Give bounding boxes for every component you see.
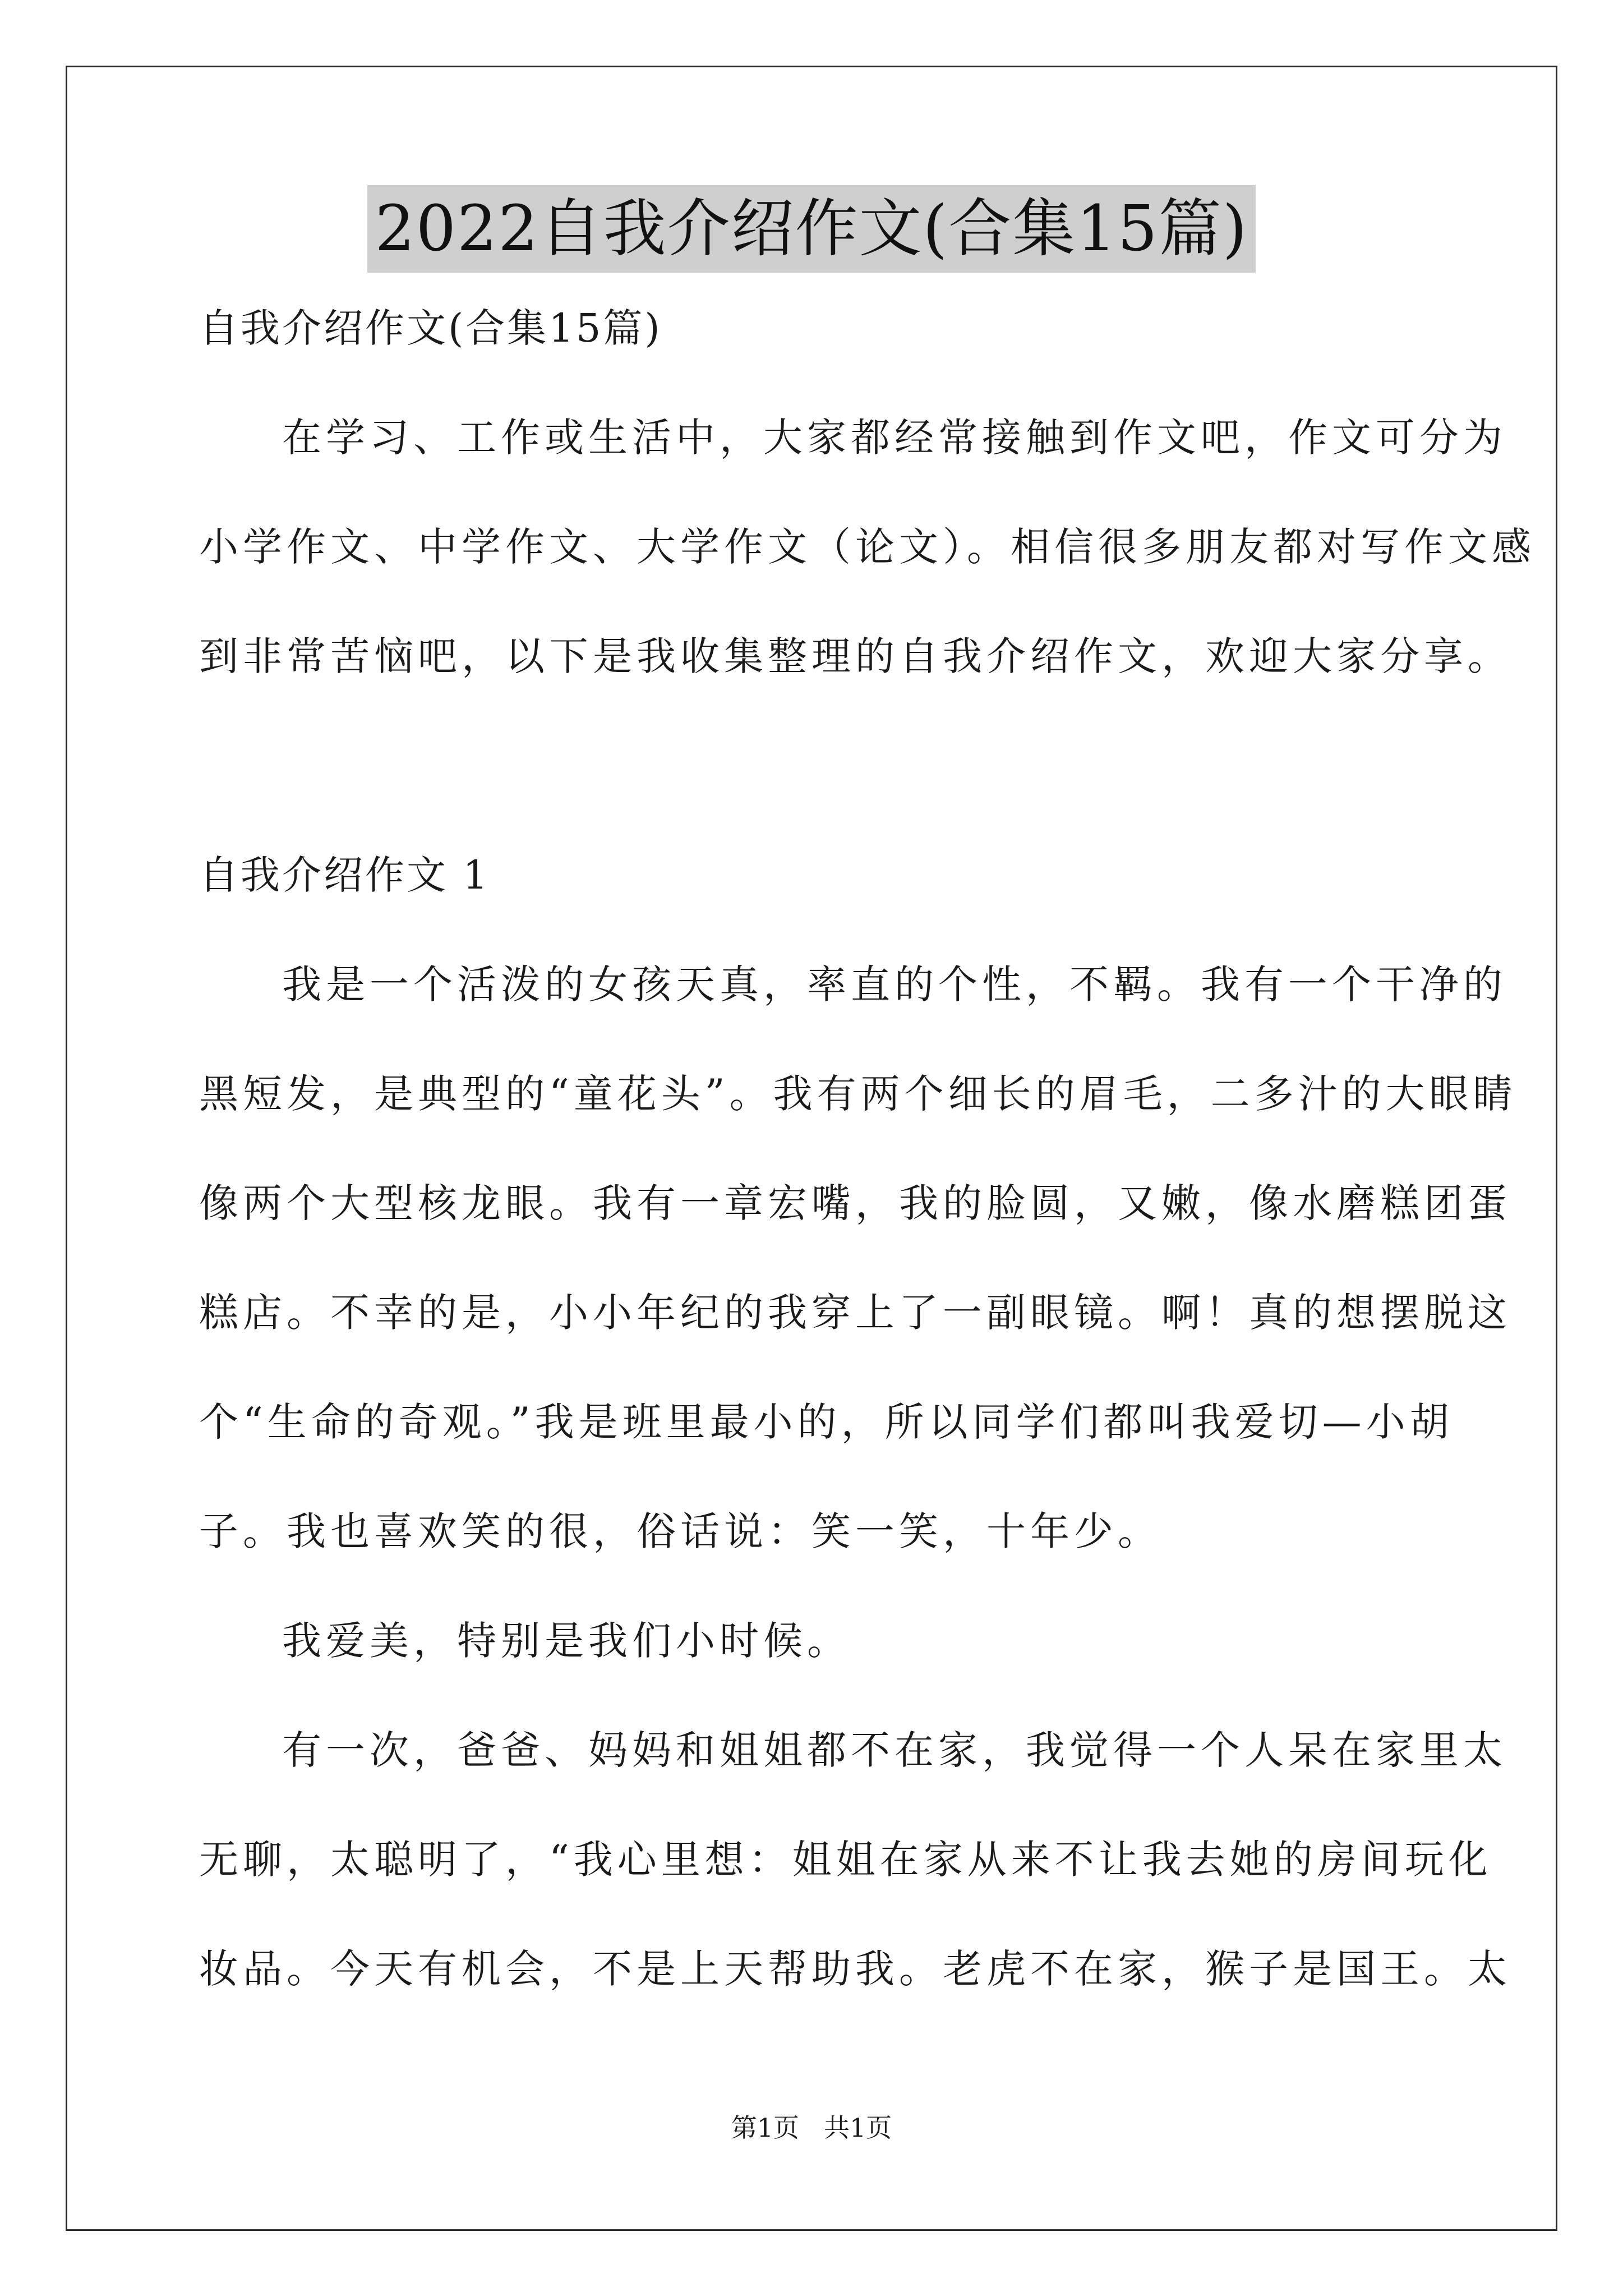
page-number: 第1页 <box>731 2113 799 2143</box>
paragraph-line: 个“生命的奇观。”我是班里最小的，所以同学们都叫我爱切—小胡 <box>199 1399 1454 1445</box>
document-title: 2022自我介绍作文(合集15篇) <box>367 185 1256 273</box>
paragraph-line: 糕店。不幸的是，小小年纪的我穿上了一副眼镜。啊！真的想摆脱这 <box>199 1290 1511 1336</box>
section-heading: 自我介绍作文 1 <box>199 852 490 898</box>
intro-line: 到非常苦恼吧，以下是我收集整理的自我介绍作文，欢迎大家分享。 <box>199 633 1511 679</box>
paragraph-line: 我爱美，特别是我们小时候。 <box>282 1618 851 1664</box>
page-total: 共1页 <box>824 2113 892 2143</box>
paragraph-line: 子。我也喜欢笑的很，俗话说：笑一笑，十年少。 <box>199 1508 1161 1554</box>
intro-line: 在学习、工作或生活中，大家都经常接触到作文吧，作文可分为 <box>282 415 1507 461</box>
page-footer <box>0 2112 1623 2143</box>
paragraph-line: 黑短发，是典型的“童花头”。我有两个细长的眉毛，二多汁的大眼睛 <box>199 1071 1517 1117</box>
paragraph-line: 有一次，爸爸、妈妈和姐姐都不在家，我觉得一个人呆在家里太 <box>282 1727 1507 1773</box>
paragraph-line: 无聊，太聪明了，“我心里想：姐姐在家从来不让我去她的房间玩化 <box>199 1837 1492 1883</box>
paragraph-line: 我是一个活泼的女孩天真，率直的个性，不羁。我有一个干净的 <box>282 961 1507 1007</box>
intro-line: 小学作文、中学作文、大学作文（论文）。相信很多朋友都对写作文感 <box>199 524 1536 570</box>
paragraph-line: 妆品。今天有机会，不是上天帮助我。老虎不在家，猴子是国王。太 <box>199 1946 1511 1992</box>
title-area <box>0 185 1623 273</box>
document-body <box>199 305 1536 2059</box>
paragraph-line: 像两个大型核龙眼。我有一章宏嘴，我的脸圆，又嫩，像水磨糕团蛋 <box>199 1180 1511 1226</box>
document-subtitle: 自我介绍作文(合集15篇) <box>199 305 662 351</box>
